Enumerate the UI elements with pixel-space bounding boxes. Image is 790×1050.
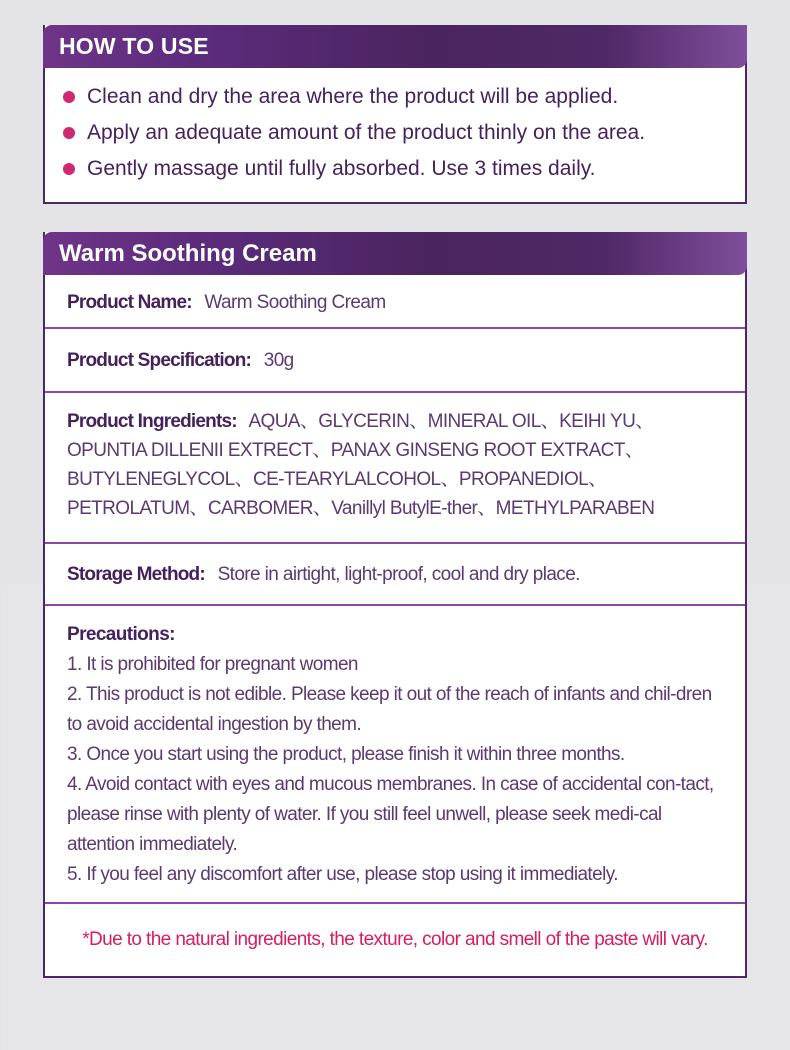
step-text: Apply an adequate amount of the product thinly on the area. bbox=[87, 121, 646, 144]
how-to-use-header: HOW TO USE bbox=[43, 25, 747, 68]
product-name-row bbox=[45, 275, 745, 329]
precaution-item: 4. Avoid contact with eyes and mucous membranes. In case of accidental con-tact, please rinse with plenty of water. If you still feel unwell, please seek medi-cal attention immediately. bbox=[67, 774, 714, 855]
product-ingredients-row bbox=[45, 393, 745, 544]
bullet-dot-icon bbox=[63, 91, 75, 103]
product-title-header: Warm Soothing Cream bbox=[43, 232, 747, 275]
natural-ingredients-note: *Due to the natural ingredients, the texture, color and smell of the paste will vary. bbox=[82, 929, 708, 950]
product-spec-row bbox=[45, 329, 745, 393]
how-to-use-steps bbox=[45, 68, 745, 187]
precaution-item: 1. It is prohibited for pregnant women bbox=[67, 654, 358, 675]
product-name-value: Warm Soothing Cream bbox=[204, 292, 386, 313]
product-name-label: Product Name: bbox=[67, 292, 192, 313]
product-spec-label: Product Specification: bbox=[67, 350, 252, 371]
precaution-item: 3. Once you start using the product, please finish it within three months. bbox=[67, 744, 625, 765]
product-info-card bbox=[43, 232, 747, 978]
step-text: Gently massage until fully absorbed. Use 3 times daily. bbox=[87, 157, 596, 180]
product-spec-value: 30g bbox=[263, 350, 294, 371]
bullet-dot-icon bbox=[63, 127, 75, 139]
step-item bbox=[63, 151, 745, 187]
precaution-item: 5. If you feel any discomfort after use, please stop using it immediately. bbox=[67, 864, 618, 885]
storage-method-value: Store in airtight, light-proof, cool and dry place. bbox=[217, 564, 580, 585]
step-text: Clean and dry the area where the product will be applied. bbox=[87, 85, 619, 108]
precautions-row bbox=[45, 606, 745, 904]
step-item bbox=[63, 115, 745, 151]
how-to-use-card bbox=[43, 25, 747, 204]
storage-method-row bbox=[45, 544, 745, 606]
precautions-label: Precautions: bbox=[67, 624, 175, 645]
product-ingredients-label: Product Ingredients: bbox=[67, 411, 237, 432]
precaution-item: 2. This product is not edible. Please keep it out of the reach of infants and chil-dren to avoid accidental ingestion by them. bbox=[67, 684, 712, 735]
bullet-dot-icon bbox=[63, 163, 75, 175]
storage-method-label: Storage Method: bbox=[67, 564, 205, 585]
product-ingredients-value: AQUA、GLYCERIN、MINERAL OIL、KEIHI YU、OPUNTIA DILLENII EXTRECT、PANAX GINSENG ROOT EXTRACT、BUTYLENEGLYCOL、CE-TEARYLALCOHOL、PROPANEDIOL、PETROLATUM、CARBOMER、Vanillyl ButylE-ther、METHYLPARABEN bbox=[67, 411, 655, 519]
step-item bbox=[63, 79, 745, 115]
